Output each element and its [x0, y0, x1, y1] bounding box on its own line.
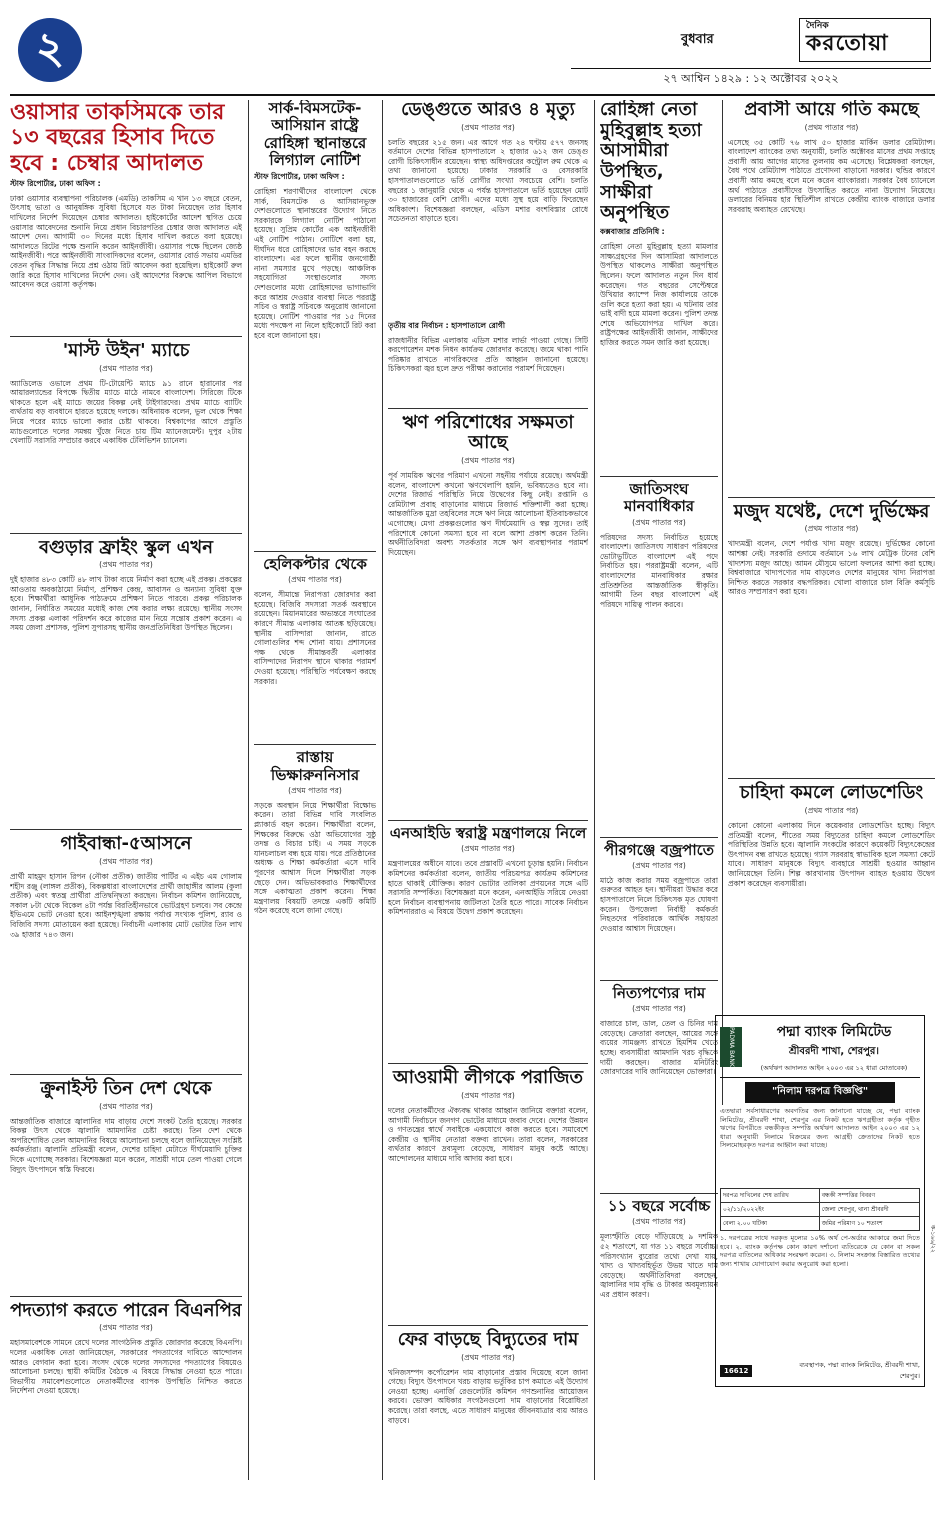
table-header-cell: দরপত্র দাখিলের শেষ তারিখ — [721, 1189, 820, 1203]
heli-text: বলেন, সীমান্তে নিরাপত্তা জোরদার করা হয়েছে। বিজিবি সদস্যরা সতর্ক অবস্থানে রয়েছেন। মিয়ানমারের অভ্যন্তরে সংঘাতের কারণে সীমান্ত এলাকায় আতঙ্ক ছড়িয়েছে। স্থানীয় বাসিন্দারা জানান, রাতে গোলাগুলির শব্দ শোনা যায়। প্রশাসনের পক্ষ থেকে সীমান্তবর্তী এলাকার বাসিন্দাদের নিরাপদ স্থানে থাকার পরামর্শ দেওয়া হয়েছে। পরিস্থিতি পর্যবেক্ষণ করছে সরকার। — [254, 590, 376, 686]
price-cont: (প্রথম পাতার পর) — [632, 1004, 686, 1014]
auction-table — [720, 1188, 920, 1231]
body-area — [10, 100, 935, 1495]
padatyag-cont: (প্রথম পাতার পর) — [99, 1323, 153, 1333]
bank-auction-notice — [715, 1015, 925, 1387]
divider — [600, 980, 718, 981]
auction-intro: এতদ্বারা সর্বসাধারণের অবগতির জন্য জানানো যাচ্ছে যে, পদ্মা ব্যাংক লিমিটেড, শ্রীবরদী শাখা, শেরপুর এর নিকট হতে ঋণগ্রহীতা কর্তৃক গৃহীত ঋণের বিপরীতে বন্ধকীকৃত সম্পত্তি অর্থঋণ আদালত আইন ২০০৩ এর ১২ ধারা অনুযায়ী নিলামে বিক্রয়ের জন্য আগ্রহী ক্রেতাদের নিকট হতে সিলমোহরকৃত দরপত্র আহ্বান করা যাচ্ছে। — [720, 1107, 920, 1150]
record-text: মূল্যস্ফীতি বেড়ে দাঁড়িয়েছে ৯ দশমিক ৫২ শতাংশে, যা গত ১১ বছরে সর্বোচ্চ। পরিসংখ্যান ব্যুরোর তথ্যে দেখা যায়, খাদ্য ও খাদ্যবহির্ভূত উভয় খাতে দাম বেড়েছে। অর্থনীতিবিদরা বলছেন, জ্বালানির দাম বৃদ্ধি ও টাকার অবমূল্যায়ন এর প্রধান কারণ। — [600, 1232, 718, 1299]
divider — [600, 476, 718, 477]
auction-title: "নিলাম দরপত্র বিজ্ঞপ্তি" — [745, 1082, 895, 1103]
bank-name: পদ্মা ব্যাংক লিমিটেড — [776, 1024, 892, 1040]
famine-text: খাদ্যমন্ত্রী বলেন, দেশে পর্যাপ্ত খাদ্য মজুদ রয়েছে। দুর্ভিক্ষের কোনো আশঙ্কা নেই। সরকারি গুদামে বর্তমানে ১৬ লাখ মেট্রিক টনের বেশি খাদ্যশস্য মজুদ আছে। আমন মৌসুমে ভালো ফলনের আশা করা হচ্ছে। বিশ্ববাজারে খাদ্যপণ্যের দাম বাড়লেও দেশের মানুষের খাদ্য নিরাপত্তা নিশ্চিত করতে সরকার বদ্ধপরিকর। খোলা বাজারে চাল বিক্রি কর্মসূচি আরও সম্প্রসারণ করা হবে। — [728, 539, 935, 597]
logo-main: করতোয়া — [806, 31, 889, 56]
krush-headline: ক্রুনাইস্ট তিন দেশ থেকে — [40, 1077, 212, 1099]
divider — [600, 1193, 718, 1194]
awami-headline: আওয়ামী লীগকে পরাজিত — [392, 1067, 584, 1089]
rasta-cont: (প্রথম পাতার পর) — [288, 785, 342, 795]
school-cont: (প্রথম পাতার পর) — [99, 560, 153, 570]
electricity-text: খনিজসম্পদ কর্পোরেশন দাম বাড়ানোর প্রস্তাব দিয়েছে বলে জানা গেছে। বিদ্যুৎ উৎপাদনে খরচ বাড়ায় ভর্তুকির চাপ কমাতে এই উদ্যোগ নেওয়া হচ্ছে। এনার্জি রেগুলেটরি কমিশন গণশুনানির আয়োজন করবে। ভোক্তা অধিকার সংগঠনগুলো দাম বাড়ানোর বিরোধিতা করেছে। তারা বলছে, এতে সাধারণ মানুষের জীবনযাত্রার ব্যয় আরও বাড়বে। — [388, 1367, 588, 1425]
column-3 — [388, 100, 588, 1480]
heli-cont: (প্রথম পাতার পর) — [288, 575, 342, 585]
electricity-headline: ফের বাড়ছে বিদ্যুতের দাম — [397, 1329, 579, 1350]
nid-cont: (প্রথম পাতার পর) — [461, 844, 515, 854]
price-headline: নিত্যপণ্যের দাম — [612, 983, 706, 1002]
school-text: দুই হাজার ৪৮৩ কোটি ৪৮ লাখ টাকা ব্যয়ে নির্মাণ করা হচ্ছে এই প্রকল্প। প্রকল্পের আওতায় অবকাঠামো নির্মাণ, প্রশিক্ষণ কেন্দ্র, আবাসন ও অন্যান্য সুবিধা যুক্ত হবে। শিক্ষার্থীরা আধুনিক পাঠ্যক্রমে প্রশিক্ষণ নিতে পারবে। প্রকল্প পরিচালক জানান, নির্ধারিত সময়ের মধ্যেই কাজ শেষ করার লক্ষ্য রয়েছে। স্থানীয় সংসদ সদস্য প্রকল্প এলাকা পরিদর্শন করে কাজের মান নিয়ে সন্তোষ প্রকাশ করেন। এ সময় জেলা প্রশাসক, পুলিশ সুপারসহ স্থানীয় জনপ্রতিনিধিরা উপস্থিত ছিলেন। — [10, 575, 242, 633]
loan-headline: ঋণ পরিশোধের সক্ষমতা আছে — [402, 411, 574, 454]
newspaper-logo — [799, 18, 931, 62]
pirganj-text: মাঠে কাজ করার সময় বজ্রপাতে তারা গুরুতর আহত হন। স্থানীয়রা উদ্ধার করে হাসপাতালে নিলে চিকিৎসক মৃত ঘোষণা করেন। উপজেলা নির্বাহী কর্মকর্তা নিহতদের পরিবারকে আর্থিক সহায়তা দেওয়ার আশ্বাস দিয়েছেন। — [600, 875, 718, 933]
krush-cont: (প্রথম পাতার পর) — [99, 1101, 153, 1111]
sark-headline: সার্ক-বিমসটেক-আসিয়ান রাষ্ট্রে রোহিঙ্গা স্থানান্তরে লিগ্যাল নোটিশ — [263, 100, 367, 169]
sark-text: রোহিঙ্গা শরণার্থীদের বাংলাদেশ থেকে সার্ক, বিমসটেক ও আসিয়ানভুক্ত দেশগুলোতে স্থানান্তরের উদ্যোগ নিতে সরকারকে লিগ্যাল নোটিশ পাঠানো হয়েছে। সুপ্রিম কোর্টের এক আইনজীবী এই নোটিশ পাঠান। নোটিশে বলা হয়, দীর্ঘদিন ধরে রোহিঙ্গাদের ভার বহন করছে বাংলাদেশ। এর ফলে স্থানীয় জনগোষ্ঠী নানা সমস্যার মুখে পড়ছে। আঞ্চলিক সহযোগিতা সংস্থাগুলোর সদস্য দেশগুলোর মধ্যে রোহিঙ্গাদের ভাগাভাগি করে আশ্রয় দেওয়ার ব্যবস্থা নিতে পররাষ্ট্র সচিব ও স্বরাষ্ট্র সচিবকে অনুরোধ জানানো হয়েছে। নোটিশ পাওয়ার পর ১৫ দিনের মধ্যে পদক্ষেপ না নিলে হাইকোর্টে রিট করা হবে বলে জানানো হয়। — [254, 187, 376, 340]
table-cell: জমির পরিমাণ ১০ শতাংশ — [819, 1217, 919, 1231]
column-5 — [728, 100, 935, 1105]
human-rights-headline: জাতিসংঘ মানবাধিকার — [623, 480, 695, 516]
remit-headline: প্রবাসী আয়ে গতি কমছে — [744, 100, 919, 120]
record-cont: (প্রথম পাতার পর) — [632, 1217, 686, 1227]
side-code: ক-১৬৬/২২ — [929, 1225, 936, 1253]
rohingya-headline: রোহিঙ্গা নেতা মুহিবুল্লাহ হত্যা আসামীরা উপস্থিত, সাক্ষীরা অনুপস্থিত — [600, 100, 702, 224]
divider — [10, 1074, 242, 1075]
divider — [254, 551, 376, 552]
pirganj-cont: (প্রথম পাতার পর) — [632, 860, 686, 870]
bank-branch: শ্রীবরদী শাখা, শেরপুর। — [789, 1046, 879, 1057]
column-rule — [594, 100, 595, 1480]
divider — [10, 533, 242, 534]
masthead — [10, 10, 935, 96]
sark-byline: স্টাফ রিপোর্টার, ঢাকা অফিস : — [254, 172, 345, 181]
match-cont: (প্রথম পাতার পর) — [99, 363, 153, 373]
auction-terms: ১. দরপত্রের সাথে দরকৃত মূল্যের ১০% অর্থ পে-অর্ডার আকারে জমা দিতে হবে। ২. ব্যাংক কর্তৃপক্ষ কোন কারণ দর্শানো ব্যতিরেকে যে কোন বা সকল দরপত্র বাতিলের অধিকার সংরক্ষণ করেন। ৩. নিলাম সংক্রান্ত বিস্তারিত তথ্যের জন্য শাখায় যোগাযোগ করার অনুরোধ করা হলো। — [720, 1234, 920, 1268]
table-header-cell: বন্ধকী সম্পত্তির বিবরণ — [819, 1189, 919, 1203]
gaibandha-cont: (প্রথম পাতার পর) — [99, 856, 153, 866]
pirganj-headline: পীরগঞ্জে বজ্রপাতে — [604, 840, 714, 859]
page-number: ২ — [18, 18, 82, 82]
column-4 — [600, 100, 718, 1480]
divider — [388, 1325, 588, 1326]
padatyag-text: মহাসমাবেশকে সামনে রেখে দলের সাংগঠনিক প্রস্তুতি জোরদার করেছে বিএনপি। দলের একাধিক নেতা জানিয়েছেন, সরকারের পদত্যাগের দাবিতে আন্দোলন আরও বেগবান করা হবে। সংসদ থেকে দলের সদস্যদের পদত্যাগের বিষয়েও আলোচনা চলছে। স্থায়ী কমিটির বৈঠকে এ বিষয়ে সিদ্ধান্ত নেওয়া হতে পারে। বিভাগীয় সমাবেশগুলোতে নেতাকর্মীদের ব্যাপক উপস্থিতি নিশ্চিত করতে নির্দেশনা দেওয়া হয়েছে। — [10, 1338, 242, 1396]
divider — [10, 1296, 242, 1297]
divider — [728, 778, 935, 779]
logo-top: দৈনিক — [806, 21, 829, 31]
date-line: ২৭ আশ্বিন ১৪২৯ : ১২ অক্টোবর ২০২২ — [571, 68, 931, 88]
famine-headline: মজুদ যথেষ্ট, দেশে দুর্ভিক্ষের — [733, 500, 930, 522]
price-text: বাজারে চাল, ডাল, তেল ও চিনির দাম বেড়েছে। ক্রেতারা বলছেন, আয়ের সঙ্গে ব্যয়ের সামঞ্জস্য রাখতে হিমশিম খেতে হচ্ছে। ব্যবসায়ীরা আমদানি খরচ বৃদ্ধিকে দায়ী করছেন। বাজার মনিটরিং জোরদারের দাবি জানিয়েছেন ভোক্তারা। — [600, 1019, 718, 1077]
column-rule — [722, 100, 723, 1105]
bank-titles — [742, 1020, 920, 1074]
awami-text: দলের নেতাকর্মীদের ঐক্যবদ্ধ থাকার আহ্বান জানিয়ে বক্তারা বলেন, আগামী নির্বাচনে জনগণ ভোটের মাধ্যমে জবাব দেবে। দেশের উন্নয়ন ও গণতন্ত্রের স্বার্থে সবাইকে একযোগে কাজ করতে হবে। সমাবেশে কেন্দ্রীয় ও স্থানীয় নেতারা বক্তব্য রাখেন। তারা বলেন, সরকারের ব্যর্থতার কারণে দ্রব্যমূল্য বেড়েছে, সাধারণ মানুষ কষ্টে আছে। আন্দোলনের মাধ্যমে দাবি আদায় করা হবে। — [388, 1106, 588, 1163]
bank-notice-footer — [720, 1360, 920, 1382]
loan-text: পূর্ব সাময়িক ঋণের পরিমাণ এখনো সহনীয় পর্যায়ে রয়েছে। অর্থমন্ত্রী বলেন, বাংলাদেশ কখনো ঋণখেলাপি হয়নি, ভবিষ্যতেও হবে না। দেশের রিজার্ভ পরিস্থিতি নিয়ে উদ্বেগের কিছু নেই। রপ্তানি ও রেমিট্যান্স প্রবাহ বাড়ানোর মাধ্যমে রিজার্ভ শক্তিশালী করা হচ্ছে। আন্তর্জাতিক মুদ্রা তহবিলের সঙ্গে ঋণ নিয়ে আলোচনা ইতিবাচকভাবে এগোচ্ছে। মেগা প্রকল্পগুলোর ঋণ দীর্ঘমেয়াদি ও স্বল্প সুদের। তাই পরিশোধে কোনো সমস্যা হবে না বলে আশা প্রকাশ করেন তিনি। অর্থনীতিবিদরা অবশ্য সতর্কতার সঙ্গে ঋণ ব্যবস্থাপনার পরামর্শ দিয়েছেন। — [388, 471, 588, 557]
bank-subtitle: (অর্থঋণ আদালত আইন ২০০৩ এর ১২ ধারা মোতাবেক) — [760, 1064, 908, 1072]
dengue-cont: (প্রথম পাতার পর) — [461, 122, 515, 132]
loan-cont: (প্রথম পাতার পর) — [461, 456, 515, 466]
divider — [10, 829, 242, 830]
table-cell: জেলা শেরপুর, থানা শ্রীবরদী — [819, 1203, 919, 1217]
match-text: অ্যাডিলেড ওভালে প্রথম টি-টোয়েন্টি ম্যাচে ৯১ রানে হারানোর পর আয়ারল্যান্ডের বিপক্ষে দ্বিতীয় ম্যাচে মাঠে নামবে বাংলাদেশ। সিরিজে টিকে থাকতে হলে এই ম্যাচে জয়ের বিকল্প নেই টাইগারদের। প্রথম ম্যাচে ব্যাটিং ব্যর্থতায় বড় ব্যবধানে হারতে হয়েছে দলকে। অধিনায়ক বলেন, ভুল থেকে শিক্ষা নিয়ে পরের ম্যাচে ভালো করার চেষ্টা থাকবে। বিশ্বকাপের আগে প্রস্তুতি ম্যাচগুলোতে দলের সমন্বয় খুঁজে নিতে চায় টিম ম্যানেজমেন্ট। দুপুর ২টায় খেলাটি সরাসরি সম্প্রচার করবে একাধিক টেলিভিশন চ্যানেল। — [10, 378, 242, 446]
gaibandha-text: প্রার্থী মাহমুদ হাসান রিপন (নৌকা প্রতীক) জাতীয় পার্টির এ এইচ এম গোলাম শহীদ রঞ্জু (লাঙ্গল প্রতীক), বিকল্পধারা বাংলাদেশের প্রার্থী জাহাঙ্গীর আলম (কুলা প্রতীক) এবং স্বতন্ত্র প্রার্থীরা প্রতিদ্বন্দ্বিতা করছেন। নির্বাচন কমিশন জানিয়েছে, সকাল ৮টা থেকে বিকেল ৪টা পর্যন্ত বিরতিহীনভাবে ভোটগ্রহণ চলবে। সব কেন্দ্রে ইভিএমে ভোট নেওয়া হবে। আইনশৃঙ্খলা রক্ষায় পর্যাপ্ত সংখ্যক পুলিশ, র‌্যাব ও বিজিবি সদস্য মোতায়েন করা হয়েছে। নির্বাচনী এলাকায় মোট ভোটার তিন লাখ ৩৯ হাজার ৭৪৩ জন। — [10, 871, 242, 939]
column-rule — [382, 100, 383, 1480]
school-headline: বগুড়ার ফ্রাইং স্কুল এখন — [39, 536, 213, 558]
electricity-cont: (প্রথম পাতার পর) — [461, 1352, 515, 1362]
divider — [254, 744, 376, 745]
divider — [600, 837, 718, 838]
header-day: বুধবার — [681, 32, 714, 47]
dengue-headline: ডেঙ্গুতে আরও ৪ মৃত্যু — [401, 100, 575, 120]
famine-cont: (প্রথম পাতার পর) — [804, 524, 859, 534]
heli-headline: হেলিকপ্টার থেকে — [263, 555, 367, 573]
krush-text: আন্তর্জাতিক বাজারে জ্বালানির দাম বাড়ায় দেশে সংকট তৈরি হয়েছে। সরকার বিকল্প উৎস থেকে জ্বালানি আমদানির চেষ্টা করছে। তিন দেশ থেকে অপরিশোধিত তেল আমদানির বিষয়ে আলোচনা চলছে বলে জানিয়েছেন সংশ্লিষ্ট কর্মকর্তারা। জ্বালানি প্রতিমন্ত্রী বলেন, দেশের চাহিদা মেটাতে দীর্ঘমেয়াদি চুক্তির দিকে এগোচ্ছে সরকার। বিশেষজ্ঞরা মনে করেন, সাশ্রয়ী দামে তেল পাওয়া গেলে বিদ্যুৎ উৎপাদনে স্বস্তি ফিরবে। — [10, 1116, 242, 1174]
divider — [388, 408, 588, 409]
bank-signature: ব্যবস্থাপক, পদ্মা ব্যাংক লিমিটেড, শ্রীবরদী শাখা, শেরপুর। — [799, 1361, 920, 1380]
load-cont: (প্রথম পাতার পর) — [804, 806, 859, 816]
wasa-headline: ওয়াসার তাকসিমকে তার ১৩ বছরের হিসাব দিতে হবে : চেম্বার আদালত — [10, 100, 225, 176]
bank-hotline: 16612 — [720, 1365, 752, 1377]
divider — [728, 497, 935, 498]
table-row — [721, 1203, 920, 1217]
table-cell: ০২/১১/২০২২ইং — [721, 1203, 820, 1217]
gaibandha-headline: গাইবান্ধা-৫আসনে — [60, 833, 192, 855]
nid-text: মন্ত্রণালয়ের অধীনে যাবে। তবে প্রস্তাবটি এখনো চূড়ান্ত হয়নি। নির্বাচন কমিশনের কর্মকর্তারা বলেন, জাতীয় পরিচয়পত্র কার্যক্রম কমিশনের হাতে থাকাই যৌক্তিক। কারণ ভোটার তালিকা প্রণয়নের সঙ্গে এটি সরাসরি সম্পর্কিত। বিশেষজ্ঞরা মনে করেন, এনআইডি সরিয়ে নেওয়া হলে নির্বাচন ব্যবস্থাপনায় জটিলতা তৈরি হতে পারে। সাবেক নির্বাচন কমিশনাররাও এ বিষয়ে উদ্বেগ প্রকাশ করেছেন। — [388, 859, 588, 917]
awami-cont: (প্রথম পাতার পর) — [461, 1091, 515, 1100]
table-row — [721, 1217, 920, 1231]
load-text: কোনো কোনো এলাকায় দিনে কয়েকবার লোডশেডিং হচ্ছে। বিদ্যুৎ প্রতিমন্ত্রী বলেন, শীতের সময় বিদ্যুতের চাহিদা কমলে লোডশেডিং পরিস্থিতির উন্নতি হবে। জ্বালানি সংকটের কারণে কয়েকটি বিদ্যুৎকেন্দ্রের উৎপাদন বন্ধ রাখতে হয়েছে। গ্যাস সরবরাহ স্বাভাবিক হলে সমস্যা কেটে যাবে। সাধারণ মানুষকে বিদ্যুৎ ব্যবহারে সাশ্রয়ী হওয়ার আহ্বান জানিয়েছেন তিনি। শিল্প কারখানায় উৎপাদন ব্যাহত হওয়ায় উদ্বেগ প্রকাশ করেছেন ব্যবসায়ীরা। — [728, 821, 935, 888]
column-2 — [254, 100, 376, 1110]
header-right — [571, 18, 931, 90]
column-1 — [10, 100, 242, 1480]
human-rights-text: পরিষদের সদস্য নির্বাচিত হয়েছে বাংলাদেশ। জাতিসংঘ সাধারণ পরিষদের ভোটাভুটিতে বাংলাদেশ এই পদে নির্বাচিত হয়। পররাষ্ট্রমন্ত্রী বলেন, এটি বাংলাদেশের মানবাধিকার রক্ষার প্রতিশ্রুতির আন্তর্জাতিক স্বীকৃতি। আগামী তিন বছর বাংলাদেশ এই পরিষদে দায়িত্ব পালন করবে। — [600, 532, 718, 609]
divider — [388, 1063, 588, 1064]
remit-text: এসেছে ৩৫ কোটি ৭৬ লাখ ৫০ হাজার মার্কিন ডলার রেমিট্যান্স। বাংলাদেশ ব্যাংকের তথ্য অনুযায়ী, চলতি অক্টোবর মাসের প্রথম সপ্তাহে প্রবাসী আয় আগের মাসের তুলনায় কম এসেছে। বিশ্লেষকরা বলছেন, বৈধ পথে রেমিট্যান্স পাঠাতে প্রণোদনা বাড়ানো দরকার। হুন্ডির কারণে প্রবাসী আয় কমছে বলে মনে করেন ব্যাংকাররা। সরকার বৈধ চ্যানেলে অর্থ পাঠাতে প্রবাসীদের উৎসাহিত করতে নানা উদ্যোগ নিয়েছে। ডলারের বিনিময় হার স্থিতিশীল রাখতে কেন্দ্রীয় ব্যাংক বাজারে ডলার সরবরাহ অব্যাহত রেখেছে। — [728, 137, 935, 214]
bank-notice-header — [720, 1020, 920, 1078]
load-headline: চাহিদা কমলে লোডশেডিং — [739, 782, 924, 804]
rohingya-byline: কক্সবাজার প্রতিনিধি : — [600, 227, 665, 237]
divider — [388, 820, 588, 821]
dengue-subhead: তৃতীয় বার নির্বাচন : হাসপাতালে রোগী — [388, 320, 505, 330]
match-headline: 'মাস্ট উইন' ম্যাচে — [62, 339, 190, 361]
wasa-text: ঢাকা ওয়াসার ব্যবস্থাপনা পরিচালক (এমডি) তাকসিম এ খান ১৩ বছরে বেতন, উৎসাহ ভাতা ও আনুষঙ্গিক সুবিধা হিসেবে যত টাকা নিয়েছেন তার হিসাব দাখিলের নির্দেশ দিয়েছেন চেম্বার আদালত। হাইকোর্টের আদেশ স্থগিত চেয়ে ওয়াসার আবেদনের শুনানি নিয়ে প্রধান বিচারপতির চেম্বার জজ আদালত এই আদেশ দেন। আগামী ৩০ দিনের মধ্যে হিসাব দাখিল করতে বলা হয়েছে। আদালতে রিটের পক্ষে শুনানি করেন আইনজীবী। ওয়াসার পক্ষে ছিলেন জ্যেষ্ঠ আইনজীবী। পরে আইনজীবী সাংবাদিকদের বলেন, ওয়াসার বোর্ড সভায় এমডির বেতন বৃদ্ধির সিদ্ধান্ত নিয়ে প্রশ্ন ওঠায় রিট আবেদন করা হয়েছিল। হাইকোর্ট রুল জারি করে হিসাব দাখিলের নির্দেশ দেন। ওই আদেশের বিরুদ্ধে আপিল বিভাগে আবেদন করে ওয়াসা কর্তৃপক্ষ। — [10, 193, 242, 290]
column-rule — [248, 100, 249, 1480]
rasta-headline: রাস্তায় ভিক্ষারুননিসার — [270, 748, 360, 784]
dengue-text: চলতি বছরের ২১৫ জন। এর আগে গত ২৪ ঘণ্টায় ৫৭৭ জনসহ বর্তমানে দেশের বিভিন্ন হাসপাতালে ২ হাজার ৬১২ জন ডেঙ্গু রোগী চিকিৎসাধীন রয়েছেন। স্বাস্থ্য অধিদপ্তরের কন্ট্রোল রুম থেকে এ তথ্য জানানো হয়েছে। ঢাকার সরকারি ও বেসরকারি হাসপাতালগুলোতে ভর্তি রোগীর সংখ্যা সবচেয়ে বেশি। চলতি বছরের ১ জানুয়ারি থেকে এ পর্যন্ত হাসপাতালে ভর্তি হয়েছেন মোট ৩০ হাজারের বেশি রোগী। এদের মধ্যে সুস্থ হয়ে বাড়ি ফিরেছেন অধিকাংশ। বিশেষজ্ঞরা বলছেন, এডিস মশার বংশবিস্তার রোধে সচেতনতা বাড়াতে হবে। — [388, 137, 588, 224]
dengue-subtext: রাজধানীর বিভিন্ন এলাকায় এডিস মশার লার্ভা পাওয়া গেছে। সিটি করপোরেশন মশক নিধন কার্যক্রম জোরদার করেছে। জমে থাকা পানি পরিষ্কার রাখতে নাগরিকদের প্রতি আহ্বান জানানো হয়েছে। চিকিৎসকরা জ্বর হলে দ্রুত পরীক্ষা করানোর পরামর্শ দিয়েছেন। — [388, 335, 588, 374]
padatyag-headline: পদত্যাগ করতে পারেন বিএনপির — [10, 1299, 242, 1321]
wasa-byline: স্টাফ রিপোর্টার, ঢাকা অফিস : — [10, 178, 101, 188]
table-cell: বেলা ২.০০ ঘটিকা — [721, 1217, 820, 1231]
remit-cont: (প্রথম পাতার পর) — [804, 122, 859, 132]
rohingya-text: রোহিঙ্গা নেতা মুহিবুল্লাহ হত্যা মামলার সাক্ষ্যগ্রহণের দিন আসামিরা আদালতে উপস্থিত থাকলেও সাক্ষীরা অনুপস্থিত ছিলেন। ফলে আদালত নতুন দিন ধার্য করেছেন। গত বছরের সেপ্টেম্বরে উখিয়ার ক্যাম্পে নিজ কার্যালয়ে তাকে গুলি করে হত্যা করা হয়। এ ঘটনায় তার ভাই বাদী হয়ে মামলা করেন। পুলিশ তদন্ত শেষে অভিযোগপত্র দাখিল করে। রাষ্ট্রপক্ষের আইনজীবী জানান, সাক্ষীদের হাজির করতে সমন জারি করা হয়েছে। — [600, 242, 718, 348]
divider — [10, 336, 242, 337]
table-row — [721, 1189, 920, 1203]
record-headline: ১১ বছরে সর্বোচ্চ — [607, 1197, 711, 1216]
human-rights-cont: (প্রথম পাতার পর) — [632, 517, 686, 527]
rasta-text: সড়কে অবস্থান নিয়ে শিক্ষার্থীরা বিক্ষোভ করেন। তারা বিভিন্ন দাবি সংবলিত প্ল্যাকার্ড বহন করেন। শিক্ষার্থীরা বলেন, শিক্ষকের বিরুদ্ধে ওঠা অভিযোগের সুষ্ঠু তদন্ত ও বিচার চাই। এ সময় সড়কে যানচলাচল বন্ধ হয়ে যায়। পরে প্রতিষ্ঠানের অধ্যক্ষ ও শিক্ষা কর্মকর্তারা এসে দাবি পূরণের আশ্বাস দিলে শিক্ষার্থীরা সড়ক ছেড়ে দেন। অভিভাবকরাও শিক্ষার্থীদের সঙ্গে একাত্মতা প্রকাশ করেন। শিক্ষা মন্ত্রণালয় বিষয়টি তদন্তে একটি কমিটি গঠন করেছে বলে জানা গেছে। — [254, 800, 376, 916]
bank-logo: PADMA BANK — [720, 1027, 742, 1067]
nid-headline: এনআইডি স্বরাষ্ট্র মন্ত্রণালয়ে নিলে — [389, 824, 587, 843]
